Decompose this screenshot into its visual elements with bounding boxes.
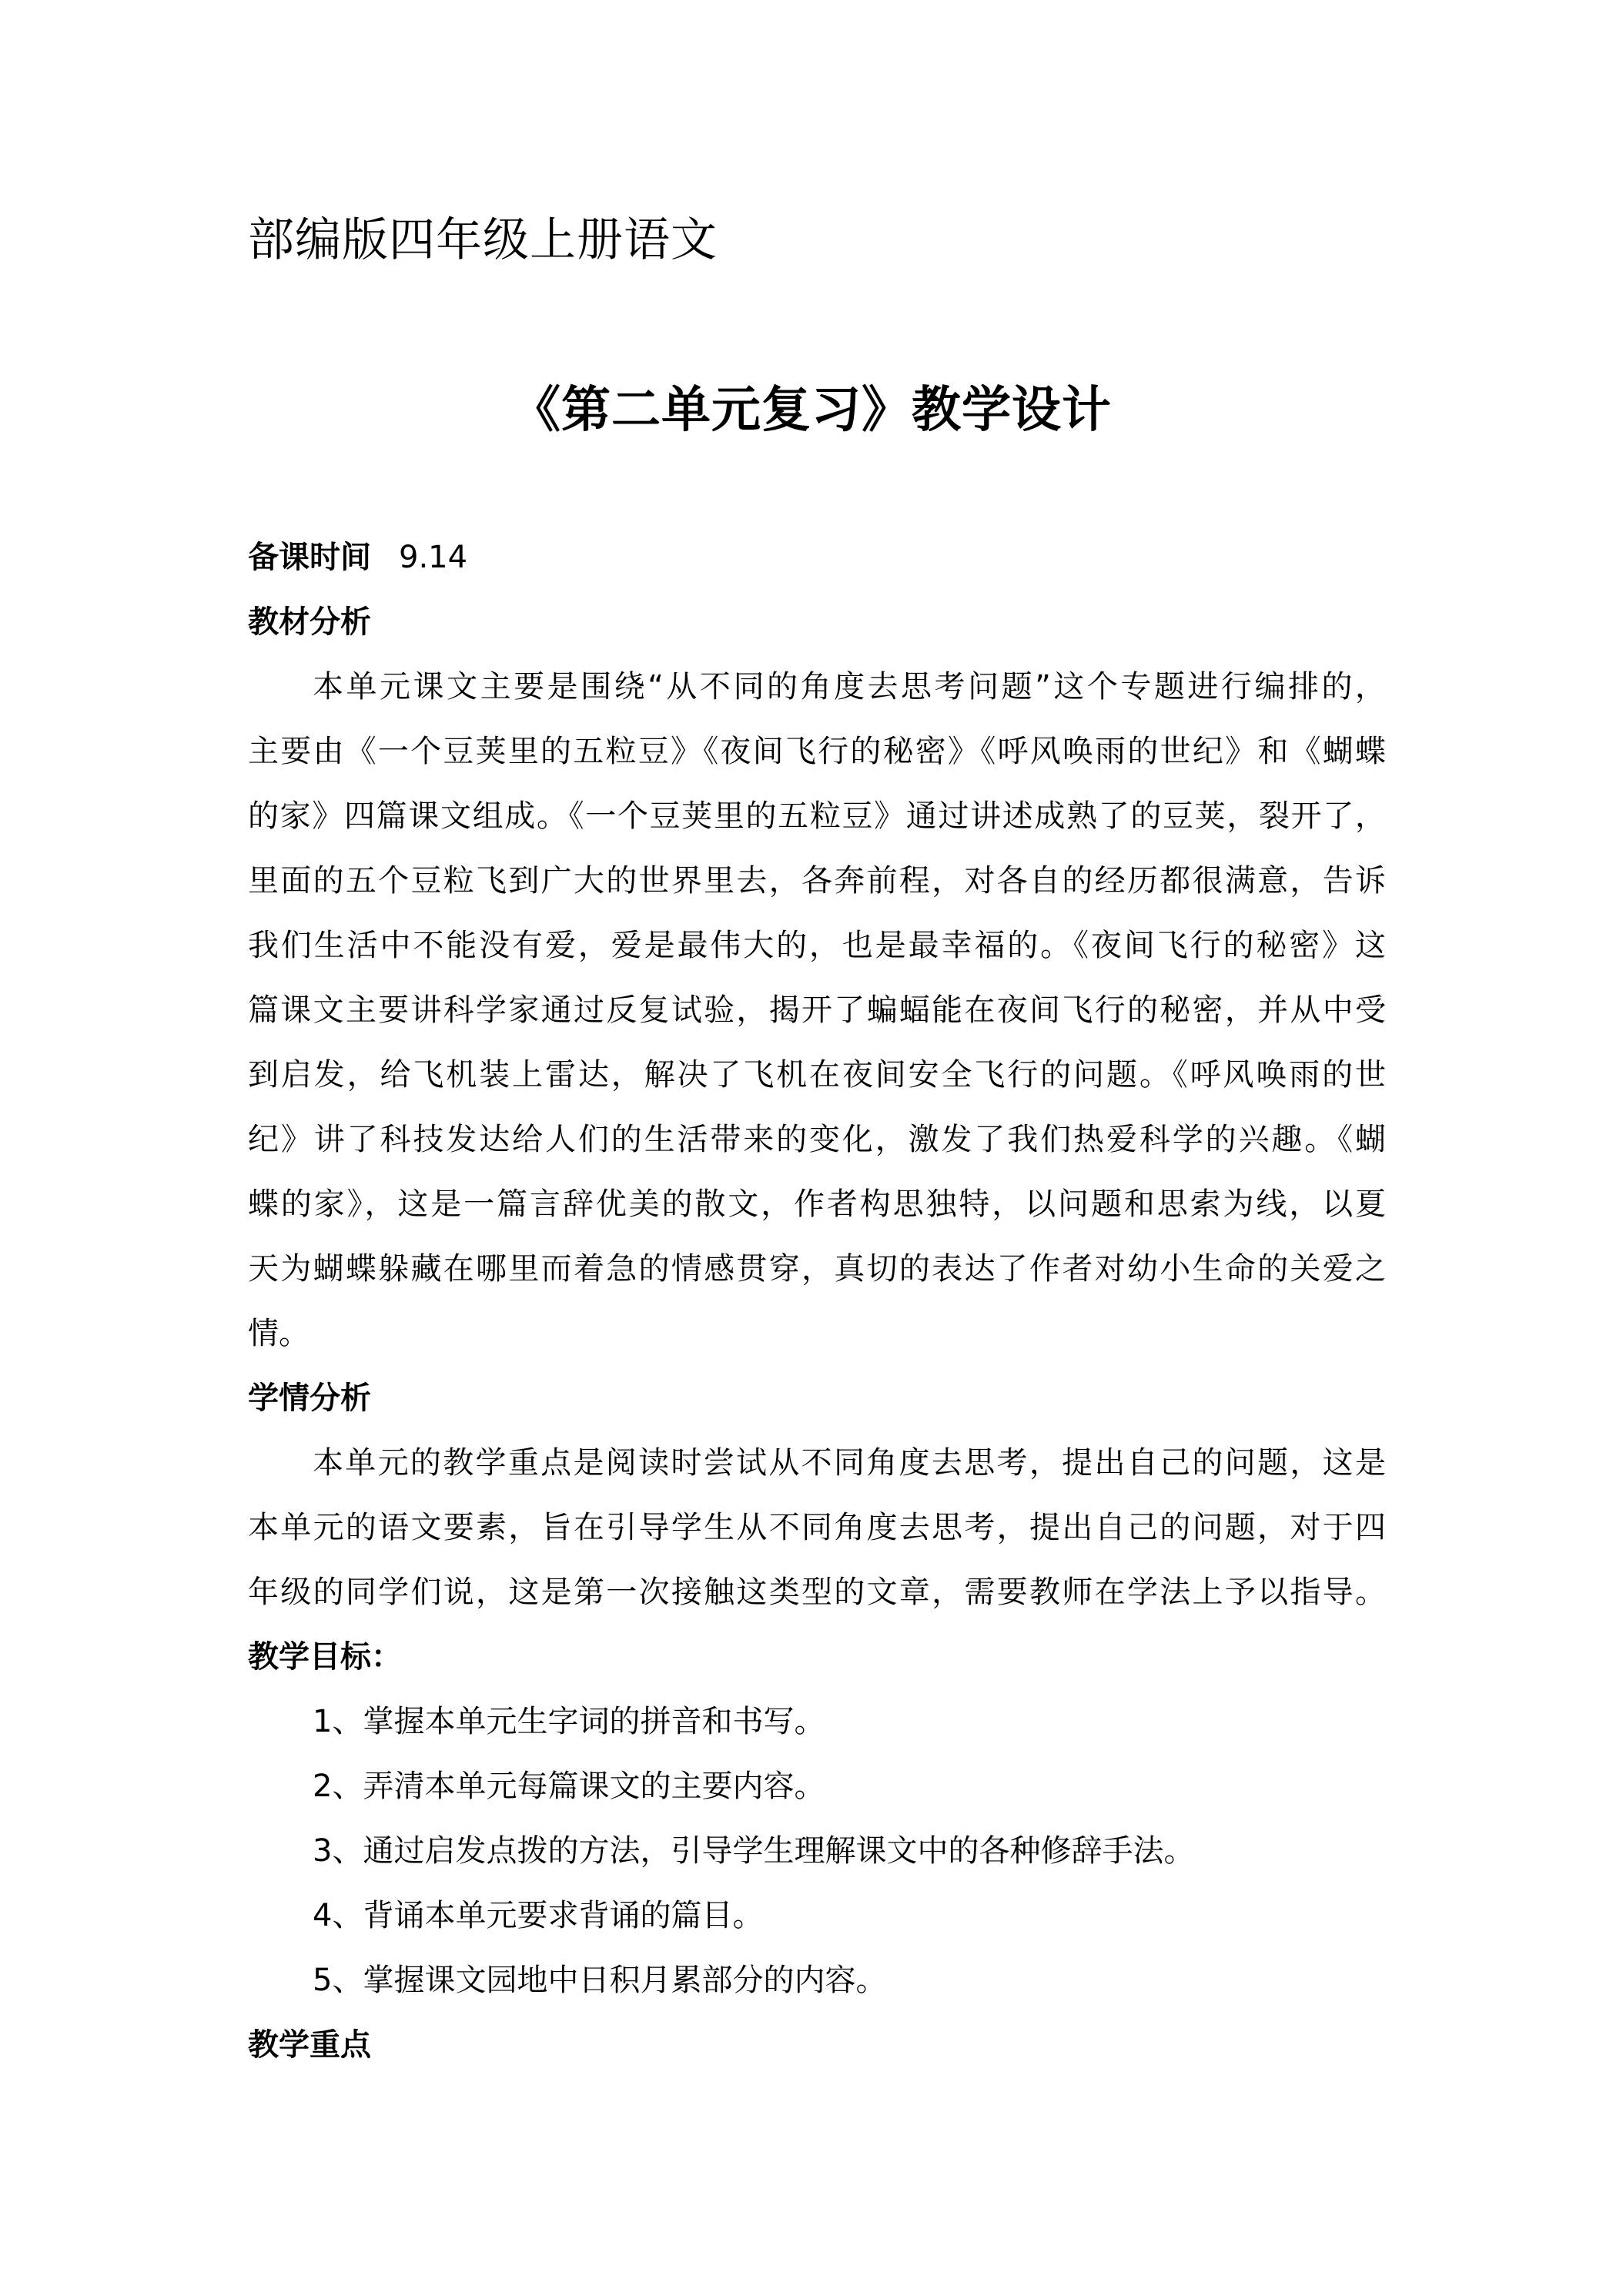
paragraph-line: 篇课文主要讲科学家通过反复试验，揭开了蝙蝠能在夜间飞行的秘密，并从中受 [248, 992, 1386, 1028]
prep-time-row [248, 525, 1386, 590]
paragraph-line: 的家》四篇课文组成。《一个豆荚里的五粒豆》通过讲述成熟了的豆荚，裂开了， [248, 798, 1386, 834]
paragraph-line: 年级的同学们说，这是第一次接触这类型的文章，需要教师在学法上予以指导。 [248, 1575, 1386, 1610]
paragraph-line: 情。 [248, 1316, 310, 1351]
paragraph-line: 纪》讲了科技发达给人们的生活带来的变化，激发了我们热爱科学的兴趣。《蝴 [248, 1122, 1386, 1157]
list-item: 3、通过启发点拨的方法，引导学生理解课文中的各种修辞手法。 [313, 1833, 1195, 1869]
teaching-goals-list [248, 1689, 1386, 2013]
list-item: 2、弄清本单元每篇课文的主要内容。 [313, 1769, 825, 1804]
textbook-analysis-heading: 教材分析 [248, 604, 371, 640]
paragraph-line: 本单元的语文要素，旨在引导学生从不同角度去思考，提出自己的问题，对于四 [248, 1510, 1386, 1545]
list-item: 5、掌握课文园地中日积月累部分的内容。 [313, 1963, 887, 1998]
paragraph-line: 我们生活中不能没有爱，爱是最伟大的，也是最幸福的。《夜间飞行的秘密》这 [248, 928, 1386, 963]
paragraph-line: 主要由《一个豆荚里的五粒豆》《夜间飞行的秘密》《呼风唤雨的世纪》和《蝴蝶 [248, 734, 1386, 769]
paragraph-line: 天为蝴蝶躲藏在哪里而着急的情感贯穿，真切的表达了作者对幼小生命的关爱之 [248, 1251, 1386, 1287]
teaching-focus-heading: 教学重点 [248, 2027, 371, 2063]
paragraph-line: 蝶的家》，这是一篇言辞优美的散文，作者构思独特，以问题和思索为线，以夏 [248, 1186, 1386, 1222]
prep-time-value: 9.14 [399, 540, 468, 575]
paragraph-line: 本单元课文主要是围绕“从不同的角度去思考问题”这个专题进行编排的， [313, 669, 1386, 705]
student-analysis-heading: 学情分析 [248, 1381, 371, 1416]
document-subtitle: 《第二单元复习》教学设计 [511, 382, 1112, 439]
list-item: 1、掌握本单元生字词的拼音和书写。 [313, 1704, 825, 1739]
textbook-analysis-paragraph [248, 654, 1386, 1366]
teaching-goals-heading: 教学目标： [248, 1639, 402, 1675]
document-title: 部编版四年级上册语文 [248, 213, 718, 267]
student-analysis-paragraph [248, 1431, 1386, 1625]
list-item: 4、背诵本单元要求背诵的篇目。 [313, 1898, 764, 1933]
paragraph-line: 本单元的教学重点是阅读时尝试从不同角度去思考，提出自己的问题，这是 [313, 1445, 1386, 1481]
prep-time-label: 备课时间 [248, 540, 371, 575]
paragraph-line: 到启发，给飞机装上雷达，解决了飞机在夜间安全飞行的问题。《呼风唤雨的世 [248, 1057, 1386, 1093]
document-body [248, 525, 1386, 2077]
paragraph-line: 里面的五个豆粒飞到广大的世界里去，各奔前程，对各自的经历都很满意，告诉 [248, 863, 1386, 899]
